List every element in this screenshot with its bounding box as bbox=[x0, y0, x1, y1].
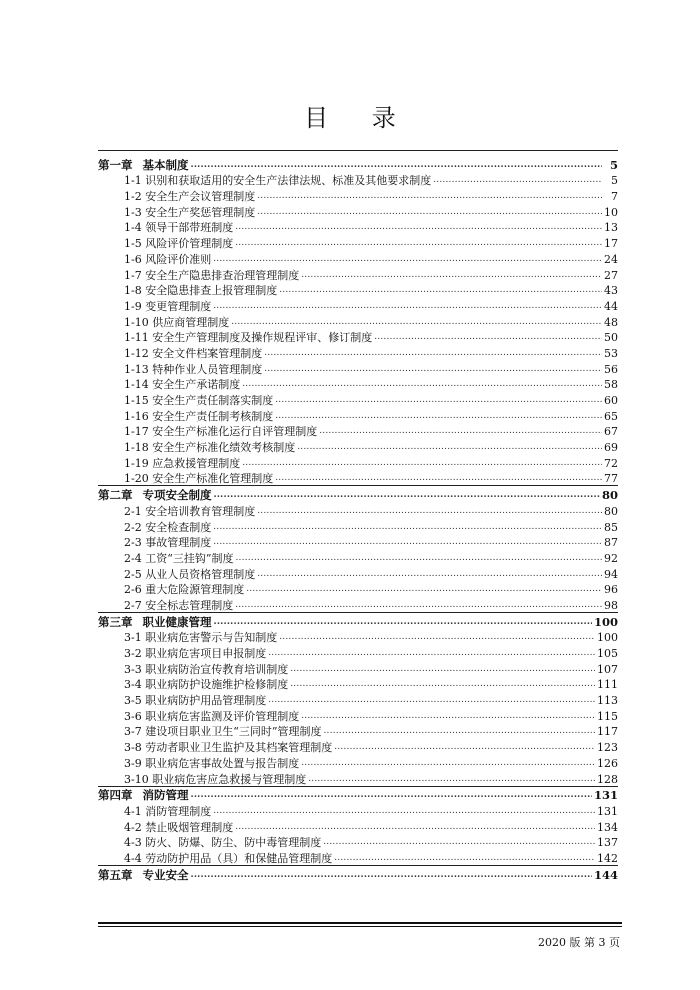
toc-entry[interactable] bbox=[98, 282, 618, 298]
dot-leader bbox=[231, 316, 602, 329]
toc-entry[interactable] bbox=[98, 470, 618, 486]
toc-page-number: 10 bbox=[604, 205, 618, 219]
toc-entry-label: 1-8 安全隐患排查上报管理制度 bbox=[124, 284, 278, 298]
toc-entry[interactable] bbox=[98, 518, 618, 534]
toc-entry-label: 1-10 供应商管理制度 bbox=[124, 315, 230, 329]
toc-entry-label: 1-15 安全生产责任制落实制度 bbox=[124, 394, 274, 407]
toc-page-number: 24 bbox=[604, 252, 618, 266]
dot-leader bbox=[279, 284, 602, 297]
toc-page-number: 105 bbox=[597, 647, 618, 660]
toc-entry-label: 1-1 识别和获取适用的安全生产法律法规、标准及其他要求制度 bbox=[124, 174, 432, 188]
toc-entry[interactable] bbox=[98, 297, 618, 313]
dot-leader bbox=[213, 253, 602, 266]
dot-leader bbox=[290, 678, 595, 691]
toc-page-number: 113 bbox=[597, 694, 618, 708]
toc-entry-label: 1-13 特种作业人员管理制度 bbox=[124, 362, 263, 376]
toc-chapter-entry[interactable] bbox=[98, 486, 618, 502]
toc-entry[interactable] bbox=[98, 738, 618, 754]
toc-page-number: 17 bbox=[604, 237, 618, 251]
toc-entry[interactable] bbox=[98, 360, 618, 376]
toc-entry[interactable] bbox=[98, 376, 618, 392]
toc-entry-label: 3-9 职业病危害事故处置与报告制度 bbox=[124, 756, 300, 770]
toc-page-number: 131 bbox=[597, 804, 618, 818]
dot-leader bbox=[213, 300, 602, 313]
toc-page-number: 96 bbox=[604, 583, 618, 597]
page-title: 目 录 bbox=[304, 104, 414, 132]
toc-top-rule bbox=[98, 150, 618, 151]
dot-leader bbox=[235, 821, 595, 834]
toc-page-number: 131 bbox=[593, 788, 618, 803]
toc-entry[interactable] bbox=[98, 723, 618, 739]
toc-chapter-entry[interactable] bbox=[98, 866, 618, 882]
toc-page-number: 107 bbox=[597, 662, 618, 676]
toc-page-number: 144 bbox=[593, 867, 618, 882]
dot-leader bbox=[242, 457, 602, 470]
toc-page-number: 111 bbox=[597, 678, 618, 692]
toc-page-number: 65 bbox=[604, 409, 618, 423]
toc-entry[interactable] bbox=[98, 770, 618, 786]
toc-entry[interactable] bbox=[98, 849, 618, 865]
toc-page-number: 100 bbox=[593, 614, 618, 629]
dot-leader bbox=[213, 536, 602, 549]
toc-entry[interactable] bbox=[98, 391, 618, 407]
toc-entry-label: 2-7 安全标志管理制度 bbox=[124, 598, 234, 612]
toc-entry-label: 3-2 职业病危害项目申报制度 bbox=[124, 647, 267, 660]
dot-leader bbox=[275, 394, 602, 407]
dot-leader bbox=[279, 631, 595, 644]
toc-entry[interactable] bbox=[98, 344, 618, 360]
toc-entry-label: 3-7 建设项目职业卫生“三同时”管理制度 bbox=[124, 725, 322, 739]
toc-entry-label: 1-12 安全文件档案管理制度 bbox=[124, 346, 263, 360]
dot-leader bbox=[214, 616, 592, 629]
chapter-number: 第二章 bbox=[98, 488, 133, 503]
toc-entry[interactable] bbox=[98, 676, 618, 692]
dot-leader bbox=[374, 331, 602, 344]
toc-entry-label: 4-3 防火、防爆、防尘、防中毒管理制度 bbox=[124, 836, 322, 850]
toc-page-number: 72 bbox=[604, 456, 618, 470]
toc-entry-label: 1-6 风险评价准则 bbox=[124, 252, 212, 266]
dot-leader bbox=[334, 741, 595, 754]
toc-entry-label: 3-3 职业病防治宣传教育培训制度 bbox=[124, 662, 289, 676]
toc-entry-label: 2-1 安全培训教育管理制度 bbox=[124, 504, 256, 518]
toc-entry-label: 1-4 领导干部带班制度 bbox=[124, 221, 234, 235]
toc-page-number: 142 bbox=[597, 851, 618, 865]
toc-entry-label: 1-7 安全生产隐患排查治理管理制度 bbox=[124, 268, 300, 282]
toc-page-number: 134 bbox=[597, 820, 618, 834]
toc-entry[interactable] bbox=[98, 644, 618, 660]
toc-entry-label: 消防管理 bbox=[142, 788, 189, 803]
toc-page-number: 5 bbox=[611, 174, 618, 188]
dot-leader bbox=[213, 521, 602, 534]
dot-leader bbox=[257, 190, 602, 203]
toc-page-number: 13 bbox=[604, 221, 618, 235]
chapter-number: 第一章 bbox=[98, 157, 133, 172]
toc-entry[interactable] bbox=[98, 534, 618, 550]
chapter-number: 第四章 bbox=[98, 788, 133, 803]
toc-page-number: 50 bbox=[604, 331, 618, 345]
toc-entry[interactable] bbox=[98, 691, 618, 707]
toc-page-number: 56 bbox=[604, 362, 618, 376]
dot-leader bbox=[213, 805, 595, 818]
dot-leader bbox=[264, 347, 602, 360]
page-footer: 2020 版 第 3 页 bbox=[538, 936, 620, 949]
toc-entry-label: 3-1 职业病危害警示与告知制度 bbox=[124, 631, 278, 645]
dot-leader bbox=[235, 599, 602, 612]
dot-leader bbox=[319, 425, 602, 438]
toc-page-number: 80 bbox=[604, 504, 618, 518]
toc-entry[interactable] bbox=[98, 660, 618, 676]
toc-entry-label: 1-3 安全生产奖惩管理制度 bbox=[124, 205, 256, 219]
toc-page-number: 44 bbox=[604, 299, 618, 313]
footer-rule-thick bbox=[98, 922, 622, 924]
dot-leader bbox=[301, 710, 595, 723]
toc-entry-label: 3-5 职业病防护用品管理制度 bbox=[124, 694, 267, 708]
chapter-number: 第五章 bbox=[98, 867, 133, 882]
table-of-contents bbox=[98, 156, 618, 882]
dot-leader bbox=[268, 694, 595, 707]
toc-entry[interactable] bbox=[98, 187, 618, 203]
toc-entry-label: 3-6 职业病危害监测及评价管理制度 bbox=[124, 709, 300, 723]
dot-leader bbox=[246, 583, 602, 596]
toc-entry-label: 1-18 安全生产标准化绩效考核制度 bbox=[124, 441, 296, 455]
dot-leader bbox=[235, 237, 602, 250]
dot-leader bbox=[301, 757, 595, 770]
dot-leader bbox=[257, 568, 602, 581]
dot-leader bbox=[191, 159, 603, 172]
toc-entry[interactable] bbox=[98, 565, 618, 581]
toc-entry-label: 1-5 风险评价管理制度 bbox=[124, 237, 234, 251]
toc-page-number: 85 bbox=[604, 520, 618, 534]
toc-page-number: 80 bbox=[601, 488, 618, 503]
toc-page-number: 53 bbox=[604, 346, 618, 360]
toc-entry[interactable] bbox=[98, 834, 618, 850]
toc-entry-label: 1-17 安全生产标准化运行自评管理制度 bbox=[124, 425, 318, 439]
toc-page-number: 27 bbox=[604, 268, 618, 282]
toc-chapter-entry[interactable] bbox=[98, 613, 618, 629]
dot-leader bbox=[290, 663, 595, 676]
toc-entry[interactable] bbox=[98, 438, 618, 454]
toc-entry-label: 3-10 职业病危害应急救援与管理制度 bbox=[124, 772, 307, 786]
toc-entry[interactable] bbox=[98, 172, 618, 188]
toc-entry[interactable] bbox=[98, 754, 618, 770]
dot-leader bbox=[323, 725, 595, 738]
toc-chapter-entry[interactable] bbox=[98, 156, 618, 172]
toc-entry[interactable] bbox=[98, 502, 618, 518]
toc-entry[interactable] bbox=[98, 629, 618, 645]
toc-entry-label: 3-8 劳动者职业卫生监护及其档案管理制度 bbox=[124, 741, 333, 755]
dot-leader bbox=[235, 552, 602, 565]
footer-rule-thin bbox=[98, 926, 622, 927]
toc-entry[interactable] bbox=[98, 454, 618, 470]
dot-leader bbox=[433, 174, 602, 187]
toc-entry-label: 4-1 消防管理制度 bbox=[124, 804, 212, 818]
toc-page-number: 117 bbox=[597, 725, 618, 739]
dot-leader bbox=[191, 869, 592, 882]
toc-entry[interactable] bbox=[98, 818, 618, 834]
toc-page-number: 67 bbox=[604, 425, 618, 439]
dot-leader bbox=[257, 206, 602, 219]
toc-entry[interactable] bbox=[98, 549, 618, 565]
toc-entry-label: 职业健康管理 bbox=[142, 614, 212, 629]
toc-entry[interactable] bbox=[98, 266, 618, 282]
toc-page-number: 58 bbox=[604, 378, 618, 392]
toc-page-number: 43 bbox=[604, 284, 618, 298]
dot-leader bbox=[268, 647, 595, 660]
toc-entry[interactable] bbox=[98, 707, 618, 723]
toc-page-number: 126 bbox=[597, 756, 618, 770]
toc-entry[interactable] bbox=[98, 407, 618, 423]
toc-entry[interactable] bbox=[98, 802, 618, 818]
dot-leader bbox=[257, 505, 602, 518]
toc-page-number: 94 bbox=[604, 567, 618, 581]
dot-leader bbox=[301, 269, 602, 282]
dot-leader bbox=[275, 410, 602, 423]
toc-entry-label: 基本制度 bbox=[142, 157, 189, 172]
toc-entry-label: 2-3 事故管理制度 bbox=[124, 536, 212, 550]
toc-entry-label: 1-9 变更管理制度 bbox=[124, 299, 212, 313]
toc-page-number: 98 bbox=[604, 598, 618, 612]
toc-entry[interactable] bbox=[98, 219, 618, 235]
dot-leader bbox=[334, 852, 595, 865]
toc-entry-label: 1-11 安全生产管理制度及操作规程评审、修订制度 bbox=[124, 331, 373, 345]
toc-entry-label: 4-4 劳动防护用品（具）和保健品管理制度 bbox=[124, 851, 333, 865]
toc-entry[interactable] bbox=[98, 234, 618, 250]
toc-page-number: 87 bbox=[604, 536, 618, 550]
toc-entry-label: 1-2 安全生产会议管理制度 bbox=[124, 190, 256, 204]
toc-entry-label: 4-2 禁止吸烟管理制度 bbox=[124, 820, 234, 834]
toc-entry-label: 2-5 从业人员资格管理制度 bbox=[124, 567, 256, 581]
dot-leader bbox=[235, 221, 602, 234]
toc-chapter-entry[interactable] bbox=[98, 787, 618, 803]
toc-entry-label: 1-16 安全生产责任制考核制度 bbox=[124, 409, 274, 423]
toc-page-number: 60 bbox=[604, 394, 618, 407]
toc-page-number: 48 bbox=[604, 315, 618, 329]
toc-entry[interactable] bbox=[98, 313, 618, 329]
dot-leader bbox=[297, 441, 602, 454]
toc-entry-label: 专业安全 bbox=[142, 867, 189, 882]
toc-page-number: 100 bbox=[597, 631, 618, 645]
toc-entry-label: 2-2 安全检查制度 bbox=[124, 520, 212, 534]
toc-entry-label: 2-6 重大危险源管理制度 bbox=[124, 583, 245, 597]
toc-entry-label: 1-19 应急救援管理制度 bbox=[124, 456, 241, 470]
dot-leader bbox=[264, 363, 602, 376]
dot-leader bbox=[242, 378, 602, 391]
dot-leader bbox=[214, 489, 600, 502]
dot-leader bbox=[308, 773, 595, 786]
dot-leader bbox=[275, 472, 602, 485]
toc-page-number: 128 bbox=[597, 772, 618, 786]
toc-page-number: 5 bbox=[609, 157, 618, 172]
toc-entry[interactable] bbox=[98, 581, 618, 597]
toc-entry[interactable] bbox=[98, 203, 618, 219]
toc-page-number: 77 bbox=[604, 472, 618, 486]
toc-entry[interactable] bbox=[98, 423, 618, 439]
toc-page-number: 115 bbox=[597, 709, 618, 723]
chapter-number: 第三章 bbox=[98, 614, 133, 629]
toc-entry-label: 1-14 安全生产承诺制度 bbox=[124, 378, 241, 392]
toc-page-number: 123 bbox=[597, 741, 618, 755]
toc-entry-label: 3-4 职业病防护设施维护检修制度 bbox=[124, 678, 289, 692]
toc-entry[interactable] bbox=[98, 596, 618, 612]
toc-page-number: 69 bbox=[604, 441, 618, 455]
toc-entry-label: 1-20 安全生产标准化管理制度 bbox=[124, 472, 274, 486]
toc-entry-label: 专项安全制度 bbox=[142, 488, 212, 503]
toc-entry[interactable] bbox=[98, 329, 618, 345]
toc-page-number: 137 bbox=[597, 836, 618, 850]
dot-leader bbox=[323, 836, 595, 849]
toc-page-number: 7 bbox=[611, 190, 618, 204]
toc-entry-label: 2-4 工资“三挂钩”制度 bbox=[124, 551, 234, 565]
dot-leader bbox=[191, 789, 592, 802]
toc-entry[interactable] bbox=[98, 250, 618, 266]
toc-page-number: 92 bbox=[604, 551, 618, 565]
